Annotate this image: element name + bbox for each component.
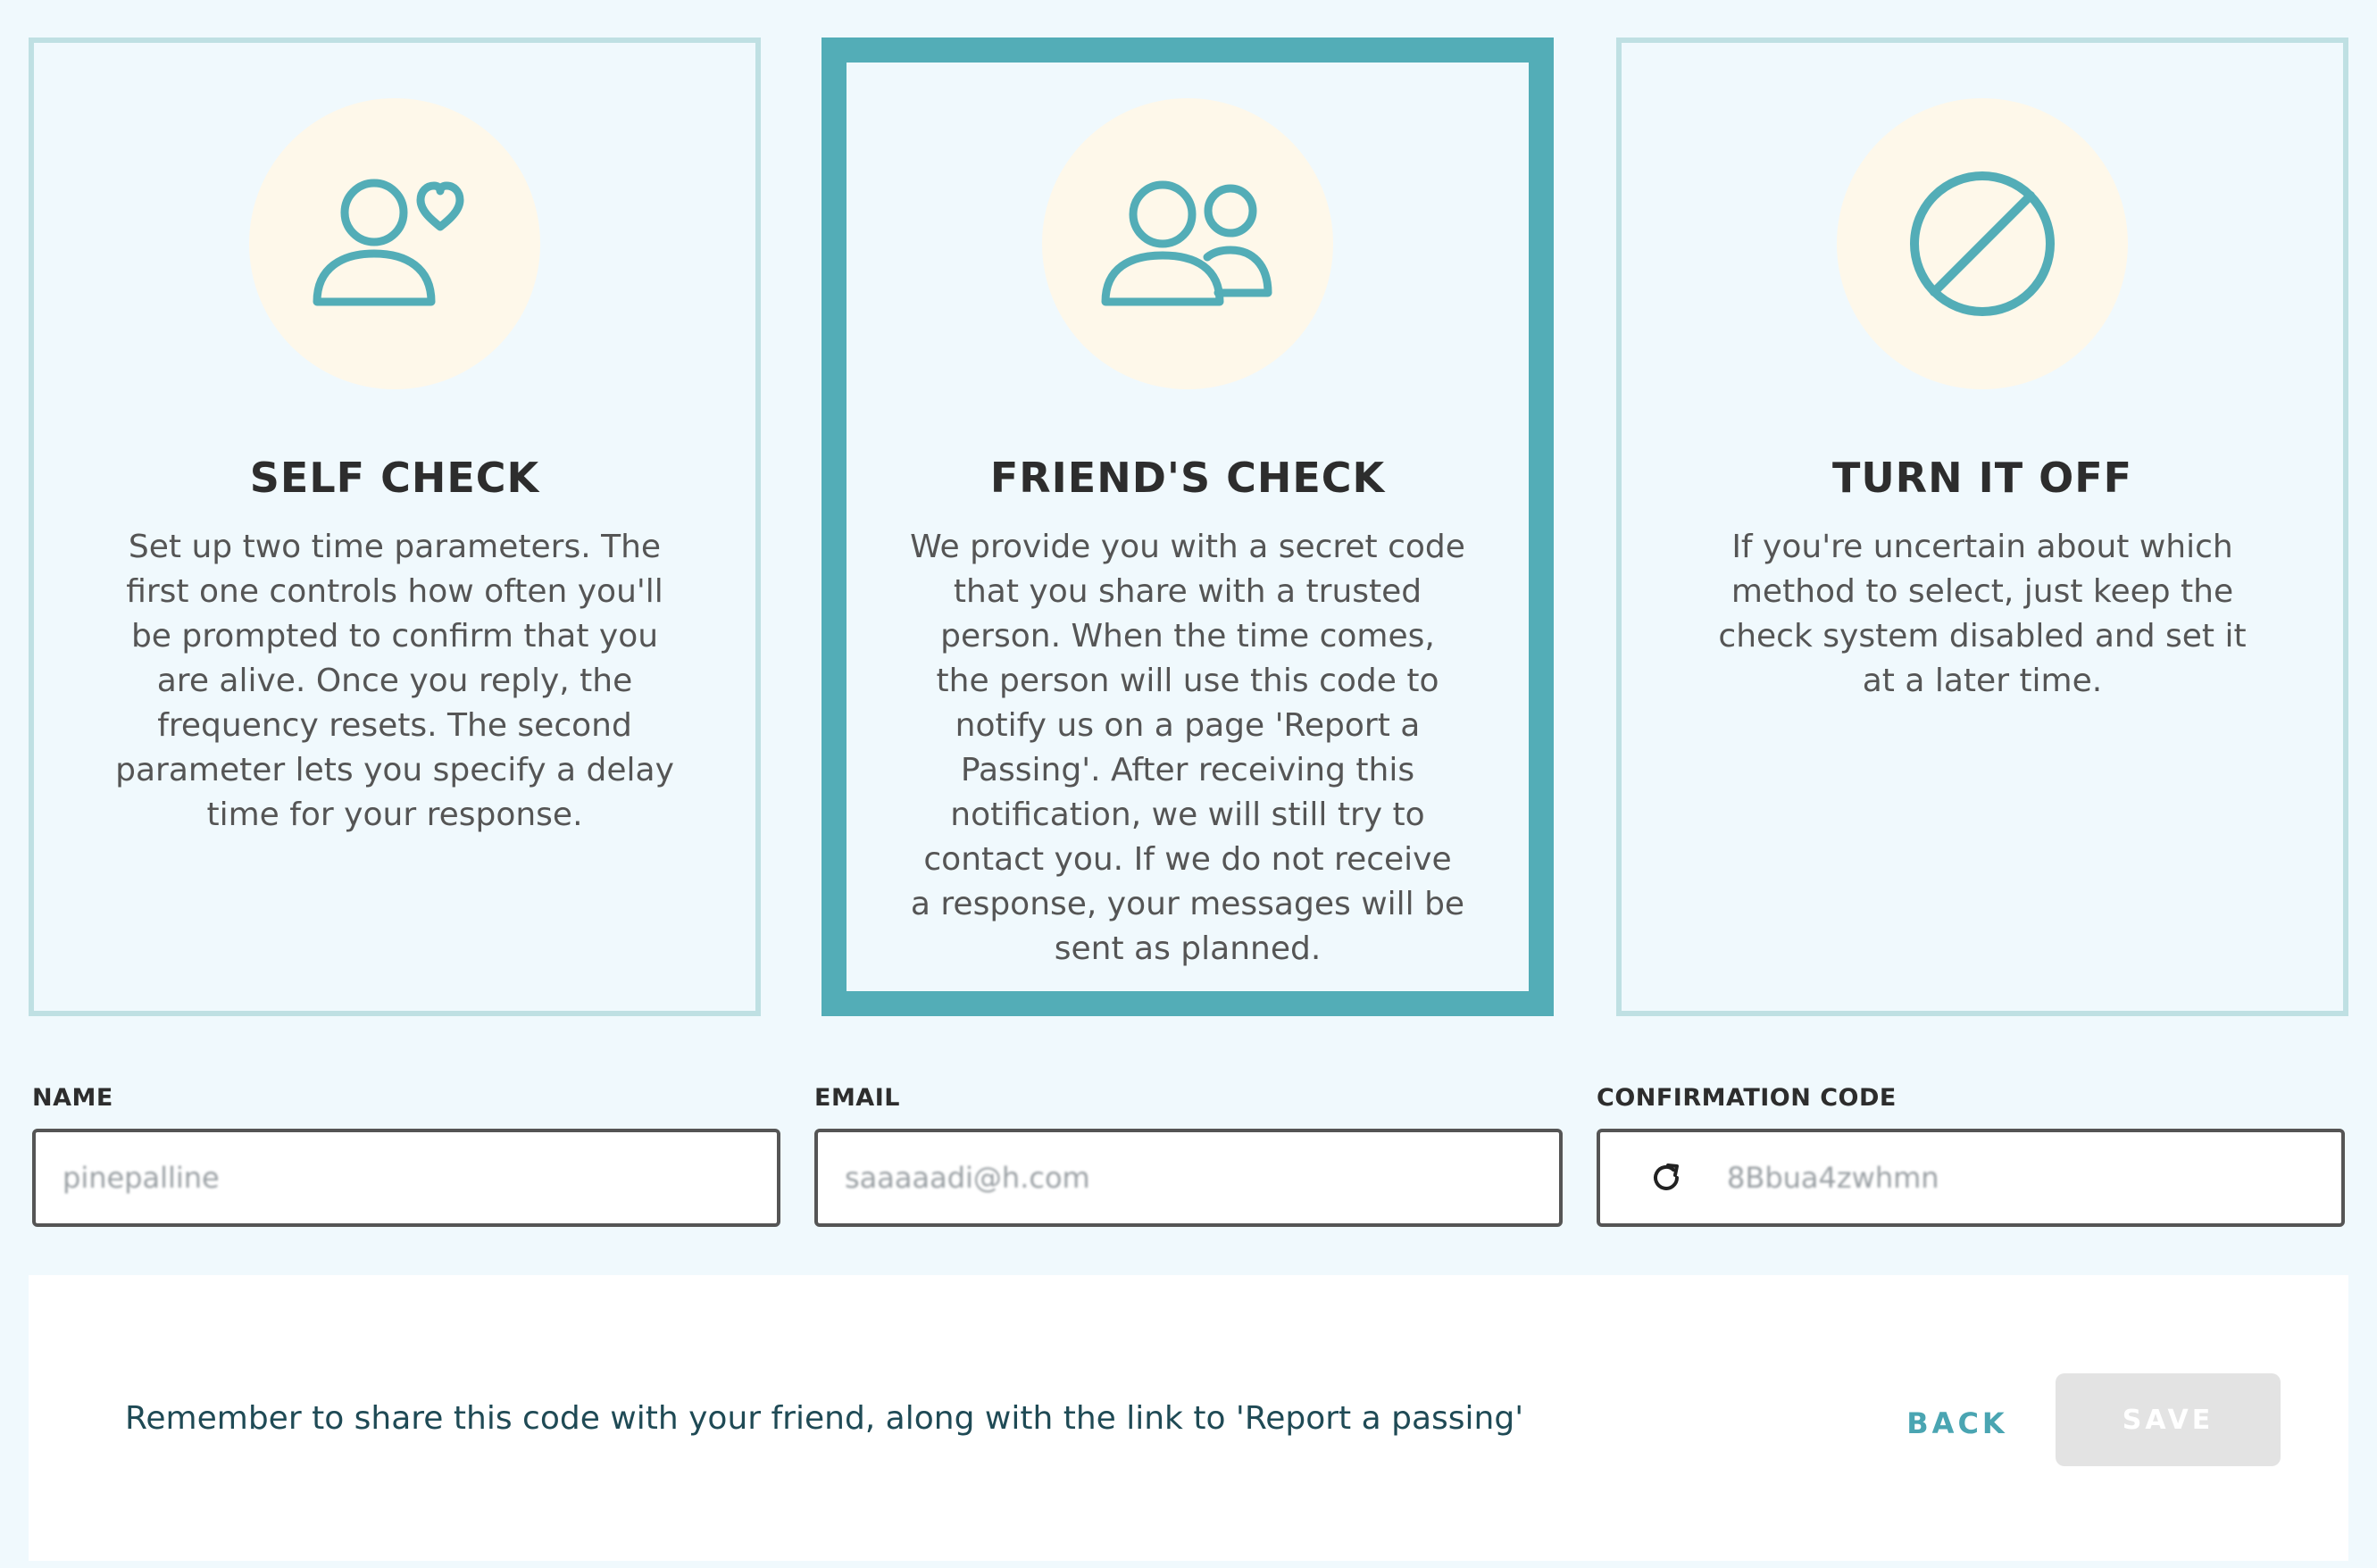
friends-check-title: FRIEND'S CHECK (989, 454, 1386, 502)
turn-it-off-description: If you're uncertain about which method to select, just keep the check system disabled and set it at a later time. (1718, 529, 2247, 699)
self-check-title: SELF CHECK (249, 454, 540, 502)
self-check-card[interactable] (29, 38, 761, 1016)
email-field[interactable] (814, 1129, 1563, 1227)
self-check-description: Set up two time parameters. The first one controls how often you'll be prompted to confirm that you are alive. Once you reply, the frequency resets. The second parameter lets you specify a delay time for your response. (115, 529, 674, 833)
name-input[interactable] (61, 1160, 777, 1196)
confirmation-code-field[interactable] (1597, 1129, 2345, 1227)
friends-check-icon-circle (1042, 98, 1333, 389)
footer-panel (29, 1275, 2348, 1561)
name-label: NAME (32, 1084, 113, 1112)
email-label: EMAIL (814, 1084, 900, 1112)
confirmation-code-label: CONFIRMATION CODE (1597, 1084, 1897, 1112)
name-field[interactable] (32, 1129, 780, 1227)
self-check-icon-circle (249, 98, 540, 389)
turn-it-off-icon-circle (1837, 98, 2128, 389)
share-code-note: Remember to share this code with your friend, along with the link to 'Report a passing' (125, 1400, 1524, 1437)
email-input[interactable] (843, 1160, 1559, 1196)
save-button[interactable]: SAVE (2056, 1373, 2281, 1466)
refresh-icon[interactable] (1647, 1158, 1686, 1197)
turn-it-off-title: TURN IT OFF (1831, 454, 2133, 502)
two-people-icon (1098, 168, 1277, 320)
prohibited-icon (1906, 168, 2058, 320)
confirmation-code-input[interactable] (1725, 1160, 2341, 1196)
person-heart-icon (310, 168, 480, 320)
friends-check-card[interactable] (822, 38, 1554, 1016)
turn-it-off-card[interactable] (1616, 38, 2348, 1016)
friends-check-description: We provide you with a secret code that you share with a trusted person. When the time comes, the person will use this code to notify us on a page 'Report a Passing'. After receiving this notification, we will still try to contact you. If we do not receive a response, your messages will be sent as planned. (910, 529, 1465, 967)
back-button[interactable]: BACK (1906, 1406, 2008, 1440)
